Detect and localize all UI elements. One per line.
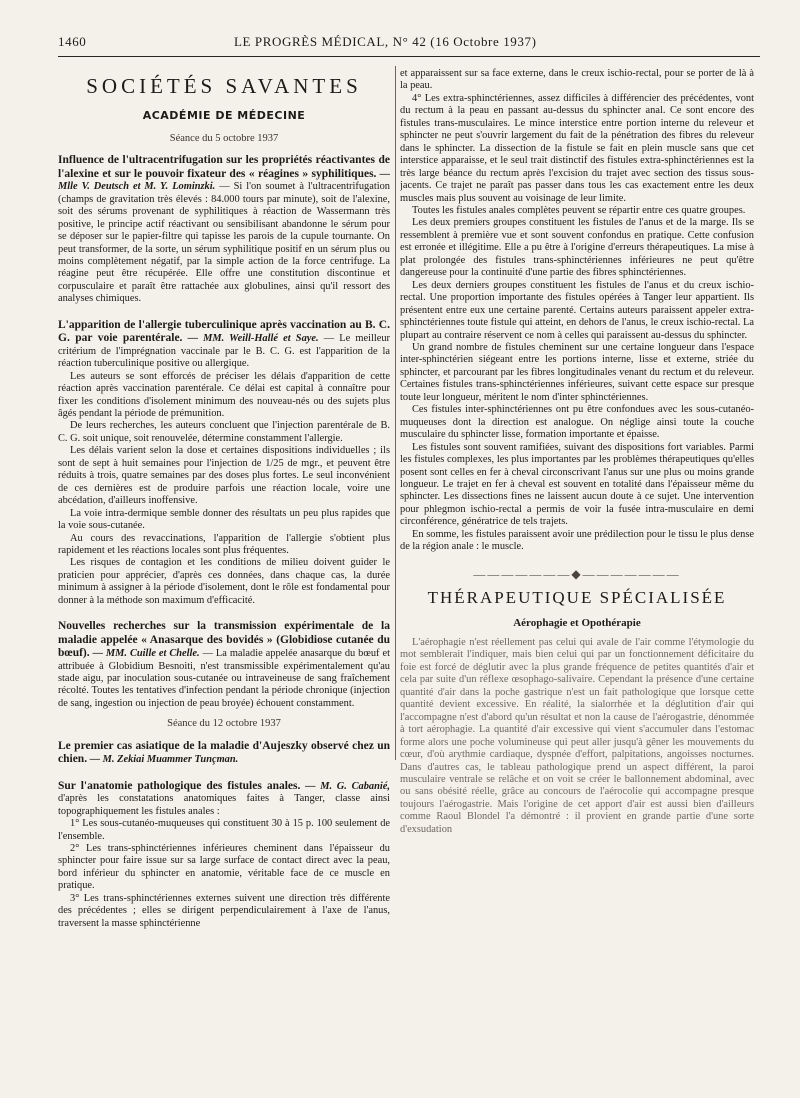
paragraph: La voie intra-dermique semble donner des résultats un peu plus rapides que la voie sous-cutanée. <box>58 507 390 532</box>
article-text: d'après les constatations anatomiques faites à Tanger, classe ainsi topographiquement les fistules anales : <box>58 793 390 817</box>
page-number: 1460 <box>58 34 87 49</box>
article-subtitle: Aérophagie et Opothérapie <box>513 616 641 629</box>
right-column <box>400 68 754 1078</box>
paragraph: Les fistules sont souvent ramifiées, suivant des dispositions fort variables. Parmi les fistules complexes, les plus importantes par les problèmes thérapeutiques qu'elles posent sont celles en fer à cheval circonscrivant l'anus sur une plus ou moins grande longueur. Le trajet en fer à cheval est souvent en totalité dans l'épaisseur même du sphincter. Les dissections fines ne laissent aucun doute à ce sujet. Une intervention pour phlegmon ischio-rectal a permis de voir la fusée intra-musculaire en demi circonférence, génératrice de tels trajets. <box>400 441 754 528</box>
list-item: 2° Les trans-sphinctériennes inférieures cheminent dans l'épaisseur du sphincter pour faire issue sur sa large surface de contact direct avec la peau, bord inférieur du sphincter en anatomie, véritable face de ce muscle en pratique. <box>58 843 390 892</box>
article-authors: — M. Zekiai Muammer Tunçman. <box>89 754 239 766</box>
article-2 <box>58 319 390 371</box>
article-title: L'apparition de l'allergie tuberculinique après vaccination au B. C. G. par voie parentérale. <box>58 318 390 345</box>
article-title: Nouvelles recherches sur la transmission expérimentale de la maladie appelée « Anasarque des bovidés » (Globidiose cutanée du bœuf). <box>58 620 390 660</box>
journal-title: LE PROGRÈS MÉDICAL, N° 42 (16 Octobre 1937) <box>234 34 537 49</box>
article-authors: — Mlle V. Deutsch et M. Y. Lominzki. <box>58 168 390 193</box>
article-5 <box>58 780 390 818</box>
section-title: SOCIÉTÉS SAVANTES <box>86 74 362 98</box>
article-1 <box>58 154 390 305</box>
paragraph: Les auteurs se sont efforcés de préciser les délais d'apparition de cette réaction après vaccination parentérale. Ce délai est capital à connaître pour fixer les conditions d'isolement minimum des nouveau-nés ou des sujets plus âgés pendant la période de prémunition. <box>58 370 390 419</box>
article-authors: — MM. Weill-Hallé et Saye. <box>187 333 319 345</box>
section-title: THÉRAPEUTIQUE SPÉCIALISÉE <box>427 588 727 608</box>
article-4 <box>58 740 390 767</box>
article-authors: — M. G. Cabanié, <box>305 780 390 792</box>
article-3 <box>58 620 390 710</box>
article-title: Sur l'anatomie pathologique des fistules anales. <box>58 779 301 792</box>
paragraph: Les risques de contagion et les conditions de milieu doivent guider le praticien pour apprécier, d'après ces données, dans chaque cas, la durée minimum à assigner à la période d'isolement, dont le rôle est fondamental pour donner à la méthode son maximum d'efficacité. <box>58 557 390 606</box>
session-date: Séance du 5 octobre 1937 <box>169 132 279 144</box>
paragraph: Au cours des revaccinations, l'apparition de l'allergie s'obtient plus rapidement et les réactions locales sont plus fréquentes. <box>58 532 390 556</box>
paragraph: De leurs recherches, les auteurs concluent que l'injection parentérale de B. C. G. soit unique, soit renouvelée, détermine constamment l'allergie. <box>58 420 390 444</box>
academy-heading: ACADÉMIE DE MÉDECINE <box>142 109 306 123</box>
column-divider <box>395 66 396 760</box>
session-date: Séance du 12 octobre 1937 <box>167 718 281 730</box>
article-authors: — MM. Cuille et Chelle. <box>92 648 200 660</box>
article-text: — Le meilleur critérium de l'imprégnation vaccinale par le B. C. G. est l'apparition de la réaction tuberculinique positive ou allergique. <box>58 333 390 370</box>
left-column <box>58 68 390 1078</box>
paragraph: 4° Les extra-sphinctériennes, assez difficiles à différencier des précédentes, vont du rectum à la peau en passant au-dessus du sphincter anal. Ce sont encore des fistules trans-musculaires. Le mince interstice entre portion interne du releveur et sphincter ne peut s'ouvrir largement du fait de la pénétration des fibres du releveur dans le sphincter. La dissection de la fistule se fait en plein muscle sans que cet interstice apparaisse, et le seul trait distinctif des fistules extra-sphinctériennes est la très large béance du rectum après l'excision du trajet avec section des tissus sous-jacents. Ce trajet ne paraît pas passer dans tous les cas exactement entre les deux muscles mais plus souvent au voisinage de leur limite. <box>400 92 754 204</box>
header-rule <box>58 56 760 57</box>
article-text: — Si l'on soumet à l'ultracentrifugation (champs de gravitation très élevés : 84.000 tours par minute), soit de l'alexine, soit des sérums provenant de syphilitiques à réaction de Wassermann très positive, le principe actif réactivant ou sensibilisant abandonne le sérum pour se déposer sur le papier-filtre qui tapisse les parois de la cupule tournante. On peut transformer, de la sorte, un sérum syphilitique positif en un sérum plus ou moins complètement négatif, par la simple action de la force centrifuge. La réagine peut être récupérée. Elle offre une constitution discontinue et corpusculaire et paraît être rattachée aux globulines, ainsi qu'il ressort des analyses chimiques. <box>58 181 390 305</box>
paragraph: Les deux derniers groupes constituent les fistules de l'anus et du creux ischio-rectal. Une proportion importante des fistules opérées à Tanger leur appartient. Ils présentent entre eux une certaine parenté. Certains auteurs paraissent appeler extra-sphinctériennes toute fistule qui atteint, en dehors de l'anus, le creux ischio-rectal. La plupart au contraire réservent ce nom à celles qui paraissent au-dessus du sphincter. <box>400 279 754 341</box>
article-title: Influence de l'ultracentrifugation sur les propriétés réactivantes de l'alexine et sur le pouvoir fixateur des « réagines » syphilitiques. <box>58 154 390 180</box>
paragraph: L'aérophagie n'est réellement pas celui qui avale de l'air comme l'étymologie du mot semblerait l'indiquer, mais bien celui qui par un fonctionnement déficitaire du foie est forcé de déglutir avec la plus grande fréquence de petites quantités d'air et cela par suite d'un réflexe œsophago-salivaire. Cependant la présence d'une certaine quantité d'air dans la poche gastrique n'est un fait pathologique que lorsque cette quantité devient excessive. En réalité, la sialorrhée et la déglutition d'air qui l'accompagne n'est d'abord qu'un résultat et non la cause de l'aérogastrie, dénommée à tort aérophagie. La quantité d'air excessive qui vient s'accumuler dans l'estomac forme alors une poche volumineuse qui peut aller jusqu'à gêner les mouvements du cœur, d'où arythmie cardiaque, dyspnée d'effort, palpitations, angoisses nocturnes. Dans d'autres cas, le tableau pathologique prend un aspect différent, la paroi musculaire ventrale se relâche et on voit se créer le ballonnement abdominal, avec ou sans obésité réelle, grâce au concours de l'aérocolie qui accompagne presque toujours l'aérogastrie. Mais l'origine de cet apport d'air est aussi bien d'ailleurs comme Raoul Blondel l'a démontré : il provient en grande partie d'une sorte d'exsudation <box>400 637 754 835</box>
paragraph: Les deux premiers groupes constituent les fistules de l'anus et de la marge. Ils se ressemblent à première vue et sont souvent confondus en pratique. Cette confusion est erronée et illégitime. Elle a pu être à l'origine d'erreurs thérapeutiques. La mise à plat prolongée des fistules trans-sphinctériennes inférieures ne peut qu'être dangereuse pour la continuité d'une partie des fibres sphinctériennes. <box>400 217 754 279</box>
article-title: Le premier cas asiatique de la maladie d'Aujeszky observé chez un chien. <box>58 739 390 766</box>
paragraph: Les délais varient selon la dose et certaines dispositions individuelles ; ils sont de sept à huit semaines pour l'injection de 1/25 de mgr., et peuvent être réduits à trois, quatre semaines par des doses plus fortes. Le seul inconvénient de ces dernières est de produire parfois une réaction locale, voire une abcédation, d'ailleurs inoffensive. <box>58 445 390 507</box>
paragraph: Ces fistules inter-sphinctériennes ont pu être confondues avec les sous-cutanéo-muqueuses dont la direction est analogue. On néglige ainsi toute la couche musculaire du sphincter lisse, formation importante et épaisse. <box>400 404 754 441</box>
ornament-divider: ———————◆——————— <box>473 566 681 581</box>
paragraph: Un grand nombre de fistules cheminent sur une certaine longueur dans l'espace inter-sphinctérien siégeant entre les portions interne, lisse et externe, striée du sphincter, et parcourant par les fibres longitudinales venant du rectum et du releveur. Certaines fistules trans-sphinctériennes inférieures, suivant cette espace sur presque toute leur longueur, méritent le nom d'inter sphinctériennes. <box>400 341 754 403</box>
paragraph: et apparaissent sur sa face externe, dans le creux ischio-rectal, pour se porter de là à la peau. <box>400 68 754 92</box>
running-header <box>58 34 760 54</box>
list-item: 1° Les sous-cutanéo-muqueuses qui constituent 30 à 15 p. 100 seulement de l'ensemble. <box>58 818 390 842</box>
paragraph: Toutes les fistules anales complètes peuvent se répartir entre ces quatre groupes. <box>412 204 746 216</box>
list-item: 3° Les trans-sphinctériennes externes suivent une direction très différente des précédentes ; elles se dirigent perpendiculairement à l'axe de l'anus, traversent la masse sphinctérienne <box>58 892 390 929</box>
article-text: — La maladie appelée anasarque du bœuf et attribuée à Globidium Besnoiti, n'est transmissible expérimentalement qu'au stade aigu, par inoculation sous-cutanée ou intraveineuse de sang fraîchement récolté. Toutes les tentatives d'infection pendant la période chronique (injection de sang, ingestion ou injection de peau broyée) échouent constamment. <box>58 648 390 709</box>
paragraph: En somme, les fistules paraissent avoir une prédilection pour le tissu le plus dense de la région anale : le muscle. <box>400 528 754 553</box>
